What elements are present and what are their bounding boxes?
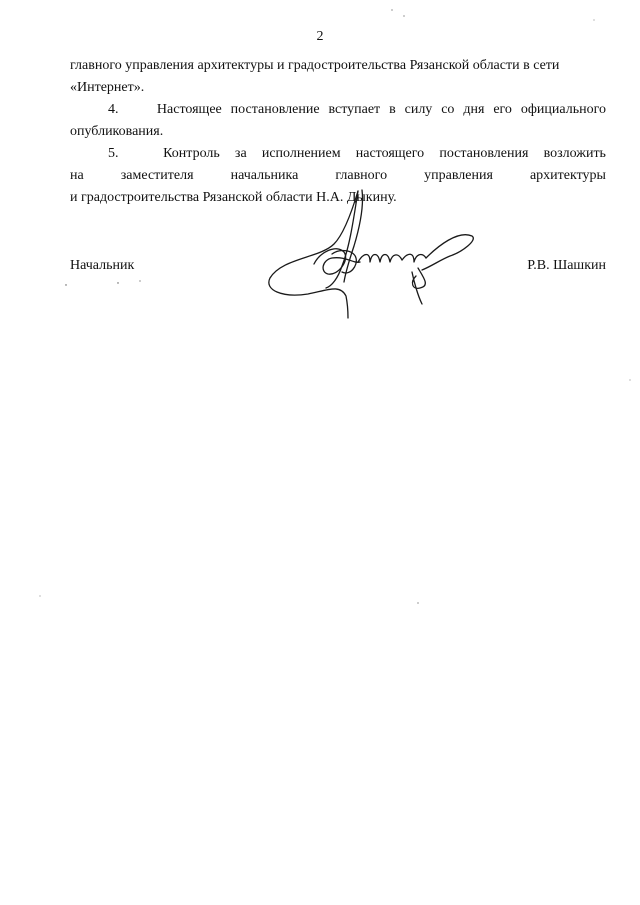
word: настоящего [355, 146, 425, 161]
word: на [70, 168, 84, 183]
signatory-name: Р.В. Шашкин [527, 258, 606, 273]
word: исполнением [261, 146, 341, 161]
text-run: и градостроительства Рязанской области Н.А. Дыкину. [70, 190, 397, 205]
paragraph-4-line-2 [70, 121, 606, 143]
word: официального [520, 102, 606, 117]
signatory-title: Начальник [70, 258, 135, 273]
text-run: главного управления архитектуры и градостроительства Рязанской области в сети [70, 58, 560, 73]
word: архитектуры [529, 168, 606, 183]
word: силу [404, 102, 433, 117]
word: постановление [230, 102, 320, 117]
word: его [493, 102, 512, 117]
paragraph-5-line-2 [70, 165, 606, 187]
word: начальника [230, 168, 299, 183]
word: вступает [328, 102, 381, 117]
paragraph-5-line-1 [70, 143, 606, 165]
word: управления [424, 168, 493, 183]
item-number: 4. [108, 102, 119, 117]
text-run: опубликования. [70, 124, 164, 139]
text-run: «Интернет». [70, 80, 145, 95]
word: заместителя [120, 168, 194, 183]
word: Настоящее [156, 102, 222, 117]
word: в [389, 102, 396, 117]
word: Контроль [163, 146, 220, 161]
paragraph-3-line-2 [70, 77, 606, 99]
word: за [234, 146, 247, 161]
paragraph-4-line-1 [70, 99, 606, 121]
word: главного [335, 168, 388, 183]
word: дня [463, 102, 485, 117]
paragraph-3-line-1 [70, 55, 606, 77]
item-number: 5. [108, 146, 119, 161]
word: со [441, 102, 455, 117]
word: возложить [543, 146, 606, 161]
page-number: 2 [316, 29, 324, 44]
handwritten-signature [262, 186, 482, 321]
word: постановления [439, 146, 529, 161]
